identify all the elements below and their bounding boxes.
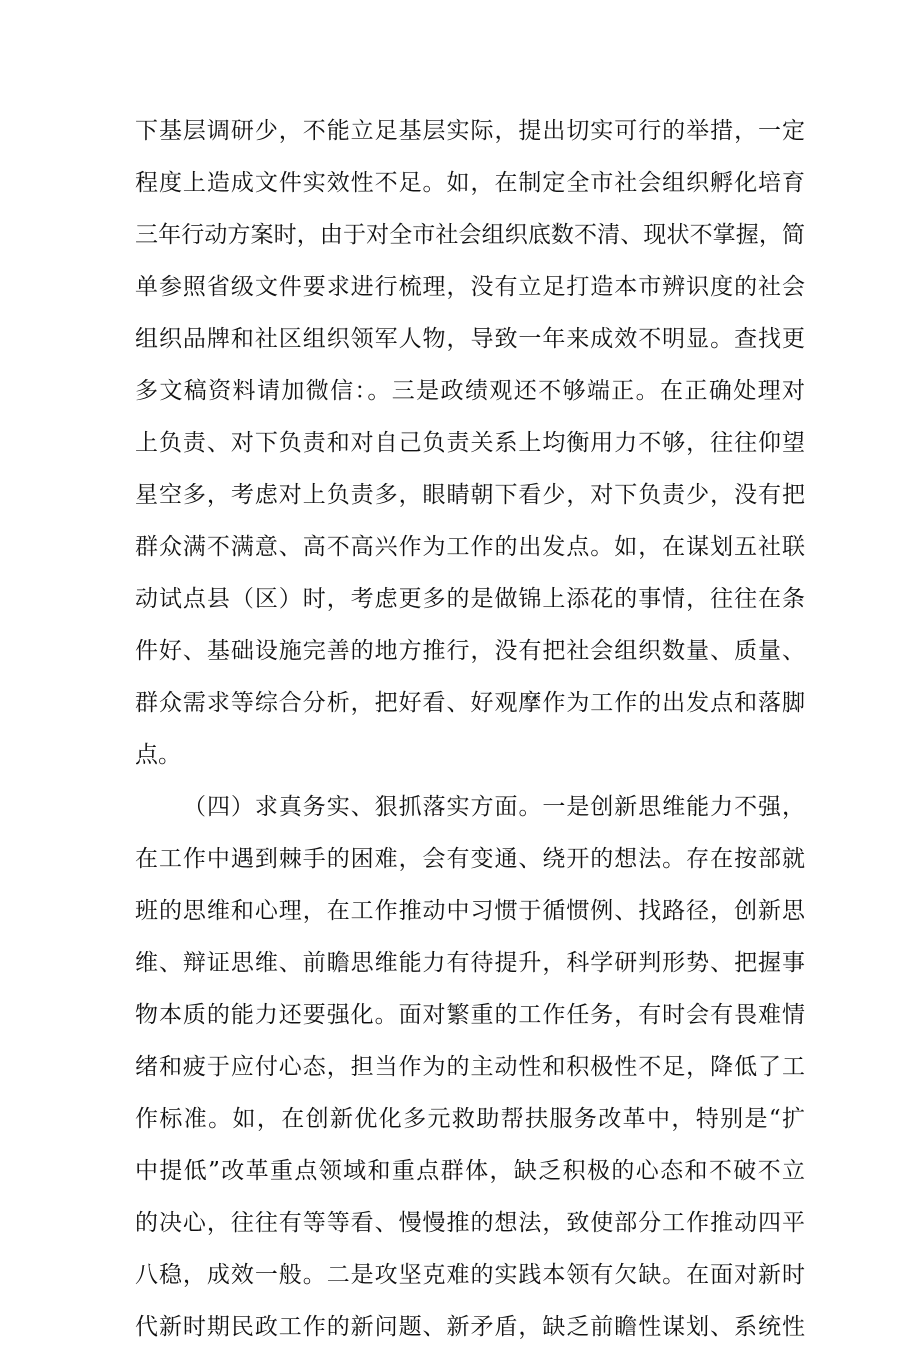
text-line: 维、辩证思维、前瞻思维能力有待提升，科学研判形势、把握事 [135, 950, 805, 976]
text-line: 在工作中遇到棘手的困难，会有变通、绕开的想法。存在按部就 [135, 846, 805, 872]
text-line: 点。 [135, 742, 181, 768]
text-line: 群众需求等综合分析，把好看、好观摩作为工作的出发点和落脚 [135, 690, 805, 716]
section-heading-line: （四）求真务实、狠抓落实方面。一是创新思维能力不强， [183, 794, 805, 820]
document-body [135, 105, 805, 1353]
text-line: 动试点县（区）时，考虑更多的是做锦上添花的事情，往往在条 [135, 586, 805, 612]
text-line: 多文稿资料请加微信：。三是政绩观还不够端正。在正确处理对 [135, 378, 805, 404]
text-line: 代新时期民政工作的新问题、新矛盾，缺乏前瞻性谋划、系统性 [135, 1314, 805, 1340]
text-line: 件好、基础设施完善的地方推行，没有把社会组织数量、质量、 [135, 638, 805, 664]
text-line: 程度上造成文件实效性不足。如，在制定全市社会组织孵化培育 [135, 170, 805, 196]
text-line: 上负责、对下负责和对自己负责关系上均衡用力不够，往往仰望 [135, 430, 805, 456]
text-line: 星空多，考虑对上负责多，眼睛朝下看少，对下负责少，没有把 [135, 482, 805, 508]
text-line: 中提低”改革重点领域和重点群体，缺乏积极的心态和不破不立 [135, 1158, 805, 1184]
text-line: 下基层调研少，不能立足基层实际，提出切实可行的举措，一定 [135, 118, 805, 144]
text-line: 群众满不满意、高不高兴作为工作的出发点。如，在谋划五社联 [135, 534, 805, 560]
text-line: 物本质的能力还要强化。面对繁重的工作任务，有时会有畏难情 [135, 1002, 805, 1028]
text-line: 单参照省级文件要求进行梳理，没有立足打造本市辨识度的社会 [135, 274, 805, 300]
text-line: 作标准。如，在创新优化多元救助帮扶服务改革中，特别是“扩 [135, 1106, 805, 1132]
text-line: 的决心，往往有等等看、慢慢推的想法，致使部分工作推动四平 [135, 1210, 805, 1236]
text-line: 三年行动方案时，由于对全市社会组织底数不清、现状不掌握，简 [135, 222, 805, 248]
text-line: 八稳，成效一般。二是攻坚克难的实践本领有欠缺。在面对新时 [135, 1262, 805, 1288]
text-line: 组织品牌和社区组织领军人物，导致一年来成效不明显。查找更 [135, 326, 805, 352]
text-line: 班的思维和心理，在工作推动中习惯于循惯例、找路径，创新思 [135, 898, 805, 924]
text-line: 绪和疲于应付心态，担当作为的主动性和积极性不足，降低了工 [135, 1054, 805, 1080]
